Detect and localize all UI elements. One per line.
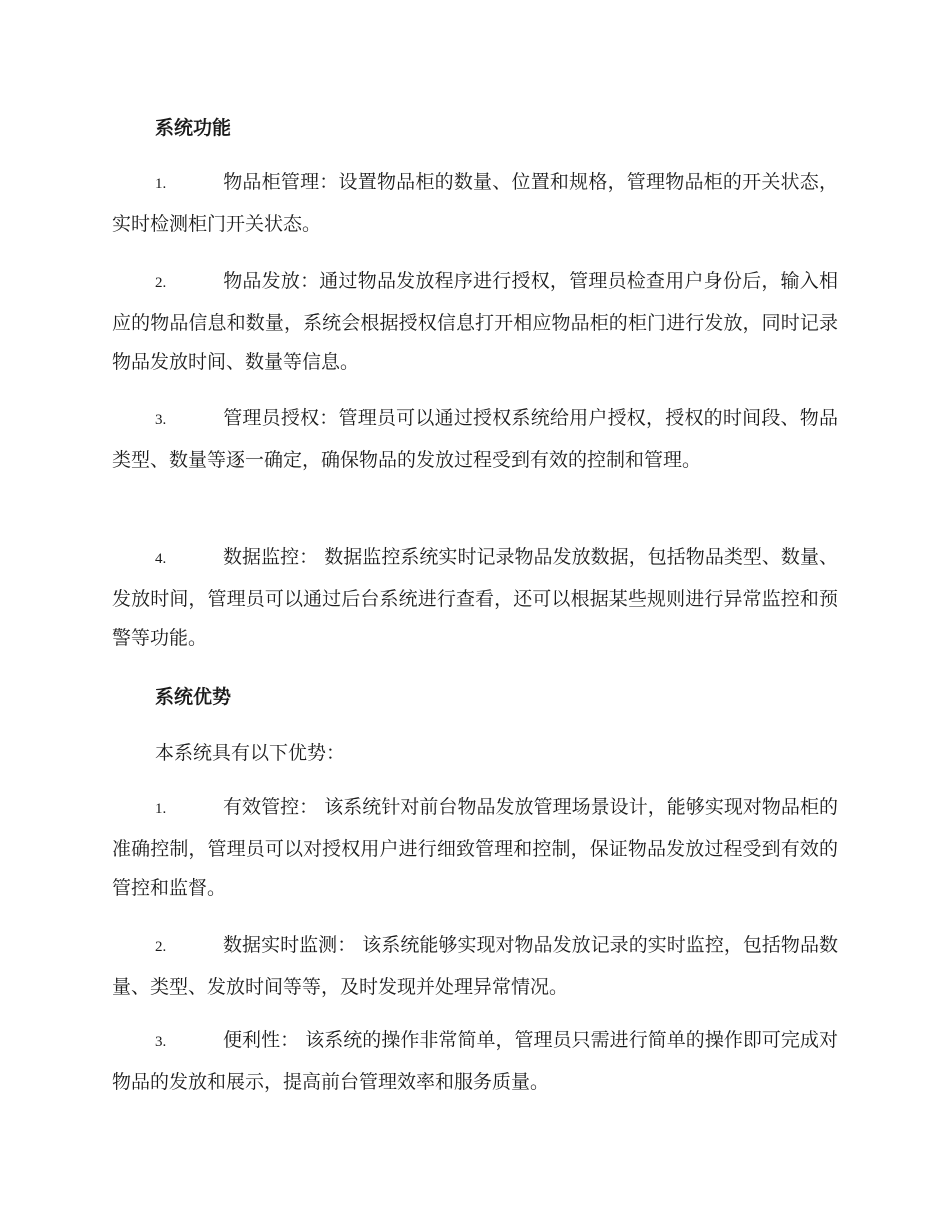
list-item-function-4 [112, 538, 838, 659]
list-item-number: 1. [155, 176, 167, 192]
list-item-number: 3. [155, 1034, 167, 1050]
list-item-text: 物品发放：通过物品发放程序进行授权，管理员检查用户身份后，输入相应的物品信息和数量，系统会根据授权信息打开相应物品柜的柜门进行发放，同时记录物品发放时间、数量等信息。 [112, 270, 838, 373]
list-item-text: 有效管控： 该系统针对前台物品发放管理场景设计，能够实现对物品柜的准确控制，管理员可以对授权用户进行细致管理和控制，保证物品发放过程受到有效的管控和监督。 [112, 796, 838, 899]
list-item-number: 2. [155, 275, 167, 291]
list-item-advantage-3 [112, 1021, 838, 1102]
list-item-number: 2. [155, 939, 167, 955]
list-item-number: 1. [155, 801, 167, 817]
advantages-intro: 本系统具有以下优势： [155, 742, 346, 764]
list-item-text: 数据实时监测： 该系统能够实现对物品发放记录的实时监控，包括物品数量、类型、发放时间等等，及时发现并处理异常情况。 [112, 934, 838, 998]
list-item-text: 便利性： 该系统的操作非常简单，管理员只需进行简单的操作即可完成对物品的发放和展示，提高前台管理效率和服务质量。 [112, 1029, 838, 1093]
list-item-function-2 [112, 262, 838, 383]
list-item-text: 管理员授权：管理员可以通过授权系统给用户授权，授权的时间段、物品类型、数量等逐一确定，确保物品的发放过程受到有效的控制和管理。 [112, 407, 838, 471]
list-item-function-3 [112, 399, 838, 480]
section-heading-functions: 系统功能 [155, 117, 232, 139]
list-item-text: 数据监控： 数据监控系统实时记录物品发放数据，包括物品类型、数量、发放时间，管理员可以通过后台系统进行查看，还可以根据某些规则进行异常监控和预警等功能。 [112, 546, 838, 649]
list-item-number: 3. [155, 412, 167, 428]
list-item-number: 4. [155, 551, 167, 567]
list-item-advantage-2 [112, 926, 838, 1007]
section-heading-advantages: 系统优势 [155, 686, 232, 708]
list-item-text: 物品柜管理：设置物品柜的数量、位置和规格，管理物品柜的开关状态，实时检测柜门开关状态。 [112, 171, 838, 235]
list-item-function-1 [112, 163, 838, 244]
list-item-advantage-1 [112, 788, 838, 909]
